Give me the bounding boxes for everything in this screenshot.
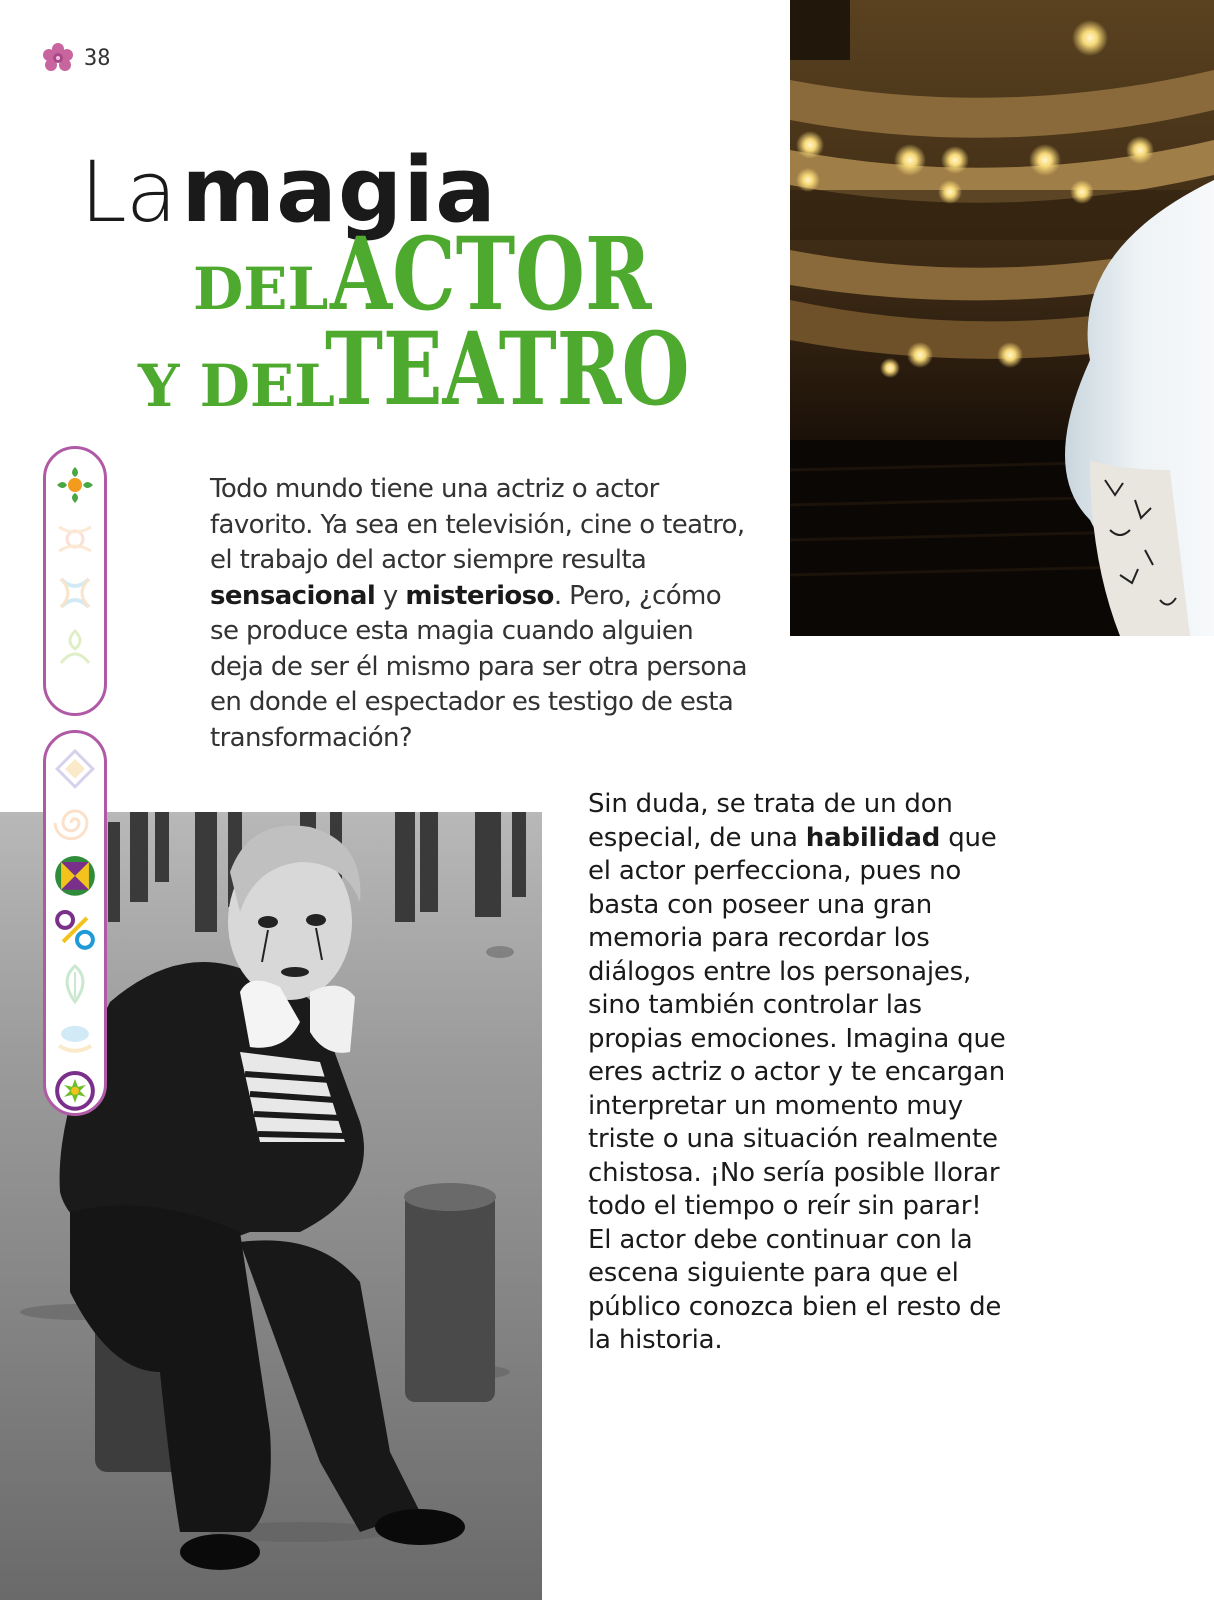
intro-text-3: . Pero, ¿cómo se produce esta magia cuando alguien deja de ser él mismo para ser otra persona en donde el espectador es testigo de esta transformación? <box>210 580 747 753</box>
emblem-hands-faded-icon <box>53 1016 97 1060</box>
intro-text-1: Todo mundo tiene una actriz o actor favorito. Ya sea en televisión, cine o teatro, el trabajo del actor siempre resulta <box>210 474 745 575</box>
title-del: DEL <box>193 255 329 323</box>
icon-bar-top <box>43 446 107 716</box>
emblem-leaf-faded-icon <box>53 962 97 1006</box>
title-actor: ACTOR <box>330 215 652 333</box>
main-text-2: que el actor perfecciona, pues no basta con poseer una gran memoria para recordar los diálogos entre los personajes, sino también controlar las propias emociones. Imagina que eres actriz o actor y te encargan interpretar un momento muy triste o una situación realmente chistosa. ¡No sería posible llorar todo el tiempo o reír sin parar! El actor debe continuar con la escena siguiente para que el público conozca bien el resto de la historia. <box>588 822 1006 1355</box>
theater-illustration <box>790 0 1214 636</box>
title-y-del: Y DEL <box>138 352 335 420</box>
title-teatro: TEATRO <box>325 310 690 428</box>
emblem-faded-3-icon <box>53 625 97 669</box>
emblem-percent-icon <box>53 908 97 952</box>
intro-paragraph <box>210 472 750 756</box>
emblem-diamond-faded-icon <box>53 747 97 791</box>
page-number-group <box>40 40 111 76</box>
emblem-flower-icon <box>53 463 97 507</box>
main-text-1: Sin duda, se trata de un don especial, de una <box>588 789 953 853</box>
emblem-splash-icon <box>53 1069 97 1113</box>
emblem-spiral-faded-icon <box>53 801 97 845</box>
intro-text-2: y <box>375 580 406 611</box>
emblem-faded-2-icon <box>53 571 97 615</box>
emblem-faded-1-icon <box>53 517 97 561</box>
intro-bold-misterioso: misterioso <box>405 580 554 611</box>
icon-bar-bottom <box>43 730 107 1116</box>
intro-bold-sensacional: sensacional <box>210 580 376 611</box>
main-paragraph <box>588 788 1008 1358</box>
flower-icon <box>40 40 76 76</box>
title-magia: magia <box>181 138 497 243</box>
theater-photo <box>790 0 1214 636</box>
emblem-triangles-icon <box>53 854 97 898</box>
main-bold-habilidad: habilidad <box>805 822 941 853</box>
page-number: 38 <box>84 45 111 71</box>
title-la: La <box>80 143 177 241</box>
